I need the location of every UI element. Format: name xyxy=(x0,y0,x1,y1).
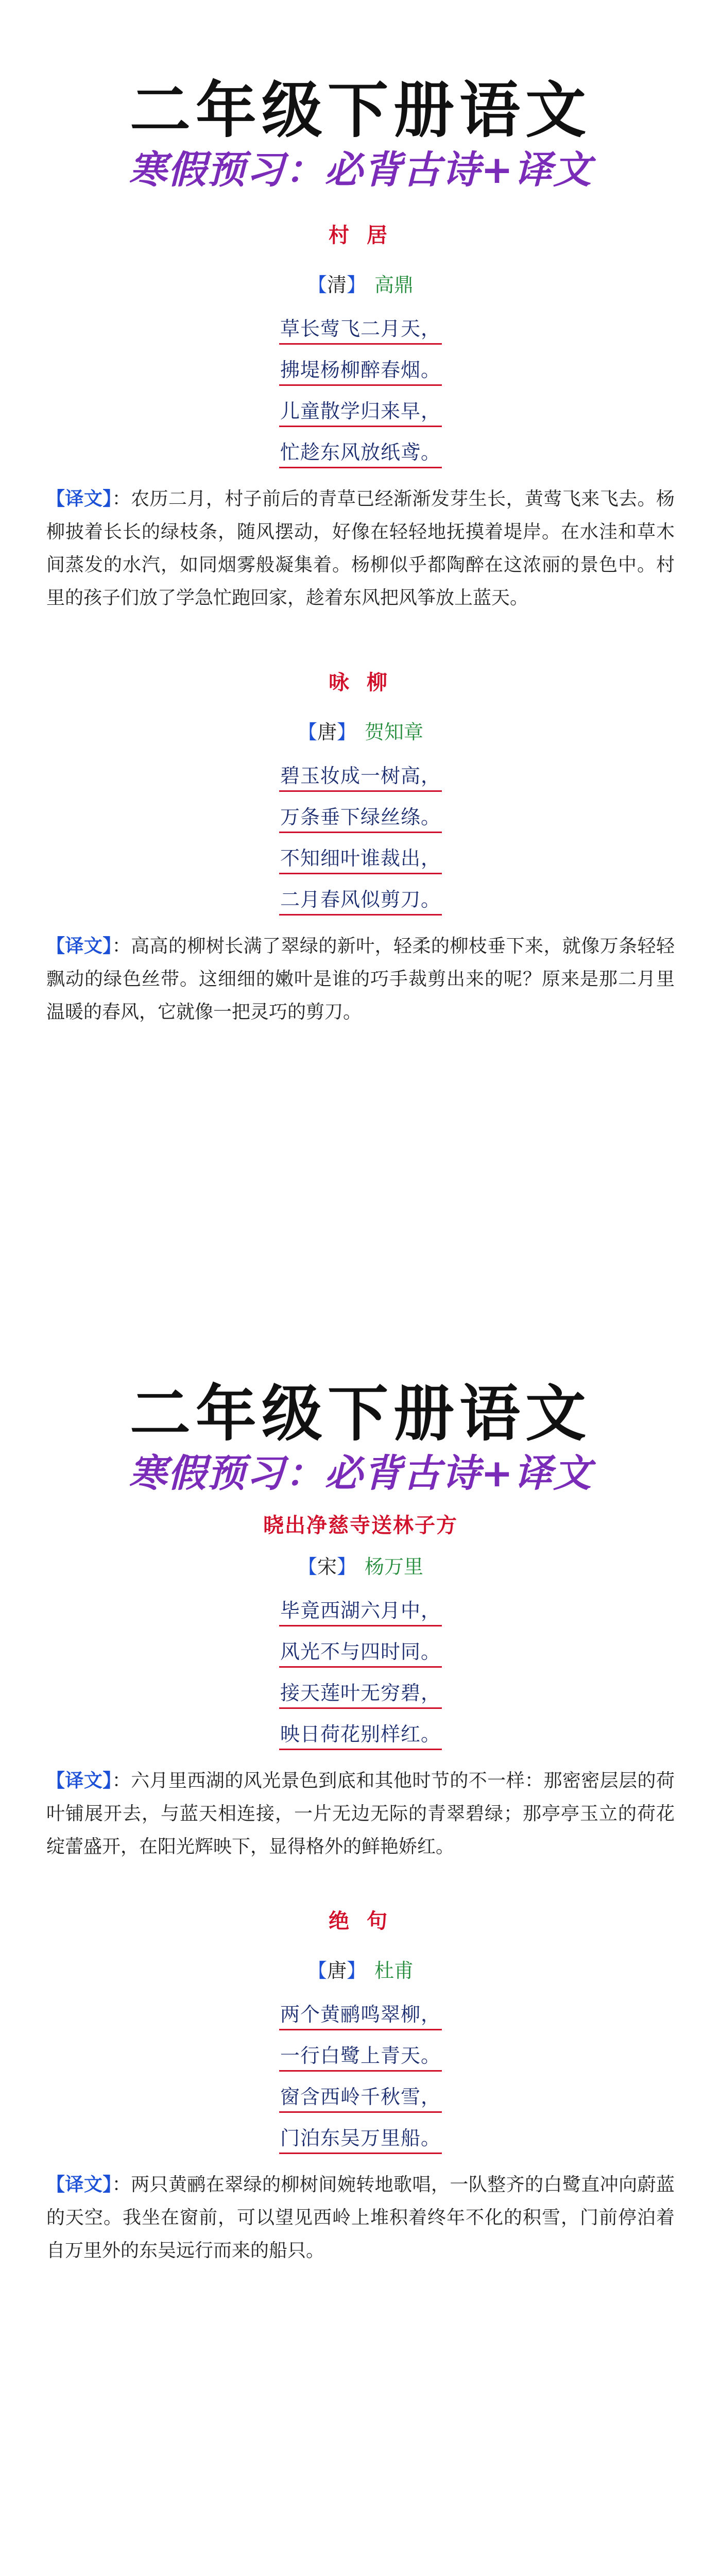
poem-line: 一行白鹭上青天。 xyxy=(279,2037,442,2072)
poem-line: 门泊东吴万里船。 xyxy=(279,2119,442,2154)
translation-label: 【译文】 xyxy=(46,935,112,957)
poem-translation xyxy=(46,2168,675,2267)
poem-translation xyxy=(46,1765,675,1863)
poem-line: 窗含西岭千秋雪， xyxy=(279,2078,442,2113)
translation-text: ：高高的柳树长满了翠绿的新叶，轻柔的柳枝垂下来，就像万条轻轻飘动的绿色丝带。这细细的嫩叶是谁的巧手裁剪出来的呢？原来是那二月里温暖的春风，它就像一把灵巧的剪刀。 xyxy=(46,935,675,1023)
poem-title: 村 居 xyxy=(329,223,392,247)
poem-line: 拂堤杨柳醉春烟。 xyxy=(279,351,442,386)
poem-line: 不知细叶谁裁出， xyxy=(279,839,442,874)
poem-line: 接天莲叶无穷碧， xyxy=(279,1674,442,1709)
poem-dynasty: 清 xyxy=(327,273,347,296)
poem-line: 毕竟西湖六月中， xyxy=(279,1591,442,1626)
poem-dynasty: 宋 xyxy=(317,1555,337,1578)
translation-label: 【译文】 xyxy=(46,488,112,510)
poem-yongliu xyxy=(0,666,721,1029)
poem-line: 二月春风似剪刀。 xyxy=(279,880,442,916)
translation-label: 【译文】 xyxy=(46,2174,112,2195)
page-title: 二年级下册语文 xyxy=(129,1378,591,1449)
poem-author-name: 高鼎 xyxy=(374,273,414,296)
page-subtitle: 寒假预习：必背古诗+译文 xyxy=(128,147,592,192)
section-2 xyxy=(0,1378,721,2267)
poem-dynasty: 唐 xyxy=(317,720,337,743)
translation-text: ：两只黄鹂在翠绿的柳树间婉转地歌唱，一队整齐的白鹭直冲向蔚蓝的天空。我坐在窗前，可以望见西岭上堆积着终年不化的积雪，门前停泊着自万里外的东吴远行而来的船只。 xyxy=(46,2174,675,2261)
poem-author: 【唐】 贺知章 xyxy=(297,720,424,743)
page-title: 二年级下册语文 xyxy=(129,75,591,146)
poem-author: 【唐】 杜甫 xyxy=(307,1959,414,1982)
poem-jueju xyxy=(0,1905,721,2267)
poem-xiaochu xyxy=(0,1509,721,1863)
section-1 xyxy=(0,77,721,1029)
poem-translation xyxy=(46,483,675,615)
poem-line: 两个黄鹂鸣翠柳， xyxy=(279,1995,442,2030)
poem-line: 儿童散学归来早， xyxy=(279,392,442,427)
poem-cunju xyxy=(0,219,721,615)
poem-line: 草长莺飞二月天， xyxy=(279,310,442,345)
poem-author-name: 贺知章 xyxy=(365,720,424,743)
poem-title: 绝 句 xyxy=(329,1909,392,1933)
poem-author: 【清】 高鼎 xyxy=(307,273,414,296)
poem-line: 碧玉妆成一树高， xyxy=(279,757,442,792)
poem-dynasty: 唐 xyxy=(327,1959,347,1982)
translation-label: 【译文】 xyxy=(46,1770,112,1791)
poem-author-name: 杨万里 xyxy=(365,1555,424,1578)
poem-author: 【宋】 杨万里 xyxy=(297,1555,424,1578)
poem-line: 风光不与四时同。 xyxy=(279,1633,442,1668)
poem-line: 万条垂下绿丝绦。 xyxy=(279,798,442,833)
translation-text: ：农历二月，村子前后的青草已经渐渐发芽生长，黄莺飞来飞去。杨柳披着长长的绿枝条，随风摆动，好像在轻轻地抚摸着堤岸。在水洼和草木间蒸发的水汽，如同烟雾般凝集着。杨柳似乎都陶醉在这浓丽的景色中。村里的孩子们放了学急忙跑回家，趁着东风把风筝放上蓝天。 xyxy=(46,488,675,608)
poem-translation xyxy=(46,930,675,1029)
poem-title: 咏 柳 xyxy=(329,670,392,694)
poem-author-name: 杜甫 xyxy=(374,1959,414,1982)
page-subtitle: 寒假预习：必背古诗+译文 xyxy=(128,1451,592,1496)
translation-text: ：六月里西湖的风光景色到底和其他时节的不一样：那密密层层的荷叶铺展开去，与蓝天相连接，一片无边无际的青翠碧绿；那亭亭玉立的荷花绽蕾盛开，在阳光辉映下，显得格外的鲜艳娇红。 xyxy=(46,1770,675,1857)
poem-line: 映日荷花别样红。 xyxy=(279,1715,442,1750)
poem-title: 晓出净慈寺送林子方 xyxy=(263,1513,458,1537)
poem-line: 忙趁东风放纸鸢。 xyxy=(279,433,442,468)
